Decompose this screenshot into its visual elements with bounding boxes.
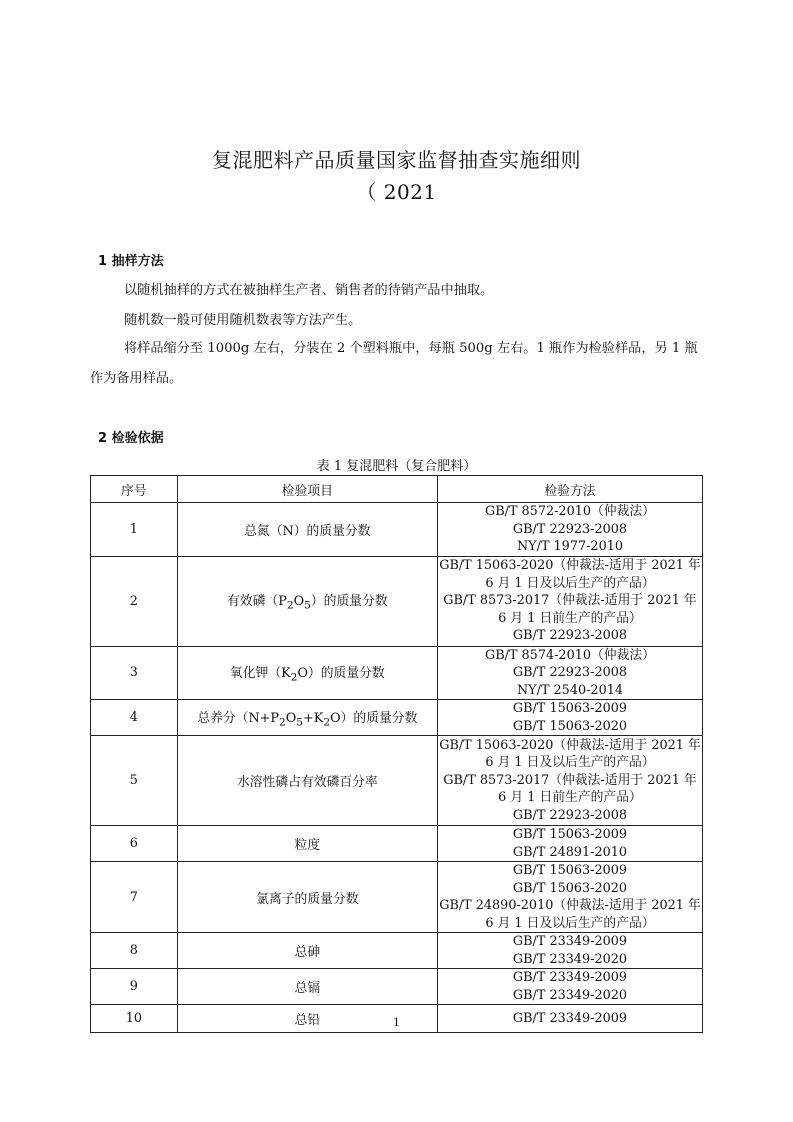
table-row <box>91 646 703 700</box>
table-row <box>91 700 703 736</box>
row-no: 1 <box>91 503 178 557</box>
document-title: 复混肥料产品质量国家监督抽查实施细则 <box>212 148 581 172</box>
table-row <box>91 862 703 933</box>
row-methods: GB/T 15063-2020（仲裁法-适用于 2021 年 6 月 1 日及以后生产的产品） GB/T 8573-2017（仲裁法-适用于 2021 年 6 月 1 日前生产的产品） GB/T 22923-2008 <box>438 556 703 646</box>
section-2-heading: 2 检验依据 <box>98 431 164 446</box>
row-no: 6 <box>91 826 178 862</box>
row-methods: GB/T 23349-2009 GB/T 23349-2020 <box>438 933 703 969</box>
page-number: 1 <box>393 1016 400 1029</box>
header-item: 检验项目 <box>177 476 437 503</box>
table-row <box>91 556 703 646</box>
row-methods: GB/T 8574-2010（仲裁法） GB/T 22923-2008 NY/T 2540-2014 <box>438 646 703 700</box>
inspection-table <box>90 475 703 1033</box>
row-item: 氧化钾$(K_2O)$的质量分数 <box>177 646 437 700</box>
row-no: 5 <box>91 736 178 826</box>
row-no: 4 <box>91 700 178 736</box>
table-caption: 表 1 复混肥料（复合肥料） <box>316 459 477 474</box>
document-year: （ 2021 <box>356 180 437 204</box>
table-row <box>91 503 703 557</box>
row-methods: GB/T 23349-2009 GB/T 23349-2020 <box>438 969 703 1005</box>
table-row <box>91 969 703 1005</box>
row-no: 9 <box>91 969 178 1005</box>
section-1-paragraph-3: 将样品缩分至 1000g 左右，分装在 2 个塑料瓶中，每瓶 500g 左右。1 瓶作为检验样品，另 1 瓶作为备用样品。 <box>90 341 698 386</box>
table-row <box>91 826 703 862</box>
row-item: 总养分$(N+P_2O_5+K_2O)$的质量分数 <box>177 700 437 736</box>
section-1-heading: 1 抽样方法 <box>98 254 164 269</box>
row-item: 有效磷$(P_2O_5)$的质量分数 <box>177 556 437 646</box>
row-methods: GB/T 15063-2020（仲裁法-适用于 2021 年 6 月 1 日及以后生产的产品） GB/T 8573-2017（仲裁法-适用于 2021 年 6 月 1 日前生产的产品） GB/T 22923-2008 <box>438 736 703 826</box>
table-row <box>91 736 703 826</box>
section-1-paragraph-1: 以随机抽样的方式在被抽样生产者、销售者的待销产品中抽取。 <box>124 283 494 298</box>
row-methods: GB/T 15063-2009 GB/T 15063-2020 GB/T 24890-2010（仲裁法-适用于 2021 年 6 月 1 日及以后生产的产品） <box>439 863 701 931</box>
row-methods: GB/T 15063-2009 GB/T 15063-2020 <box>438 700 703 736</box>
row-item: 水溶性磷占有效磷百分率 <box>177 736 437 826</box>
row-item: 总砷 <box>177 933 437 969</box>
table-header-row <box>91 476 703 503</box>
row-item: 总镉 <box>177 969 437 1005</box>
row-no: 2 <box>91 556 178 646</box>
header-no: 序号 <box>91 476 178 503</box>
row-item: 氯离子的质量分数 <box>177 862 437 933</box>
row-no: 3 <box>91 646 178 700</box>
row-item: 粒度 <box>177 826 437 862</box>
row-no: 7 <box>91 862 178 933</box>
row-methods: GB/T 23349-2009 <box>438 1005 703 1033</box>
row-item: 总氮（N）的质量分数 <box>177 503 437 557</box>
table-row <box>91 933 703 969</box>
header-method: 检验方法 <box>438 476 703 503</box>
row-methods: GB/T 8572-2010（仲裁法） GB/T 22923-2008 NY/T 1977-2010 <box>438 503 703 557</box>
row-methods: GB/T 15063-2009 GB/T 24891-2010 <box>438 826 703 862</box>
section-1-paragraph-2: 随机数一般可使用随机数表等方法产生。 <box>124 313 362 328</box>
row-no: 8 <box>91 933 178 969</box>
row-item: 总铅 <box>177 1005 437 1033</box>
row-no: 10 <box>91 1005 178 1033</box>
